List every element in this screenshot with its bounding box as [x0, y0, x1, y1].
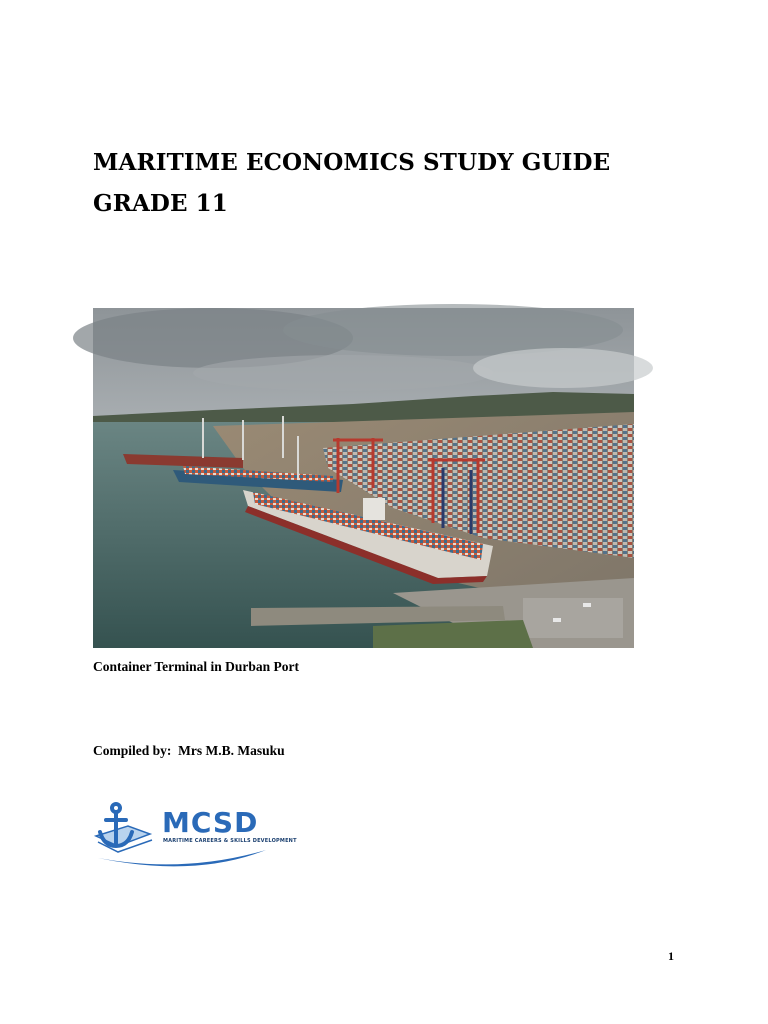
page-number: 1 [668, 949, 674, 963]
logo-full-name: MARITIME CAREERS & SKILLS DEVELOPMENT [163, 838, 297, 844]
title-line-2: GRADE 11 [93, 190, 228, 217]
document-title [93, 142, 610, 224]
image-caption: Container Terminal in Durban Port [93, 659, 300, 674]
logo-acronym: MCSD [162, 806, 259, 839]
anchor-icon [100, 804, 132, 846]
compiler-name: Mrs M.B. Masuku [178, 743, 285, 758]
mcsd-logo [94, 800, 297, 876]
title-line-1: MARITIME ECONOMICS STUDY GUIDE [93, 149, 611, 176]
port-photo [93, 308, 634, 648]
compiled-by-label: Compiled by: [93, 743, 172, 758]
logo-tagline: Anchor your talent [186, 866, 238, 872]
compiled-by-line [93, 743, 285, 759]
